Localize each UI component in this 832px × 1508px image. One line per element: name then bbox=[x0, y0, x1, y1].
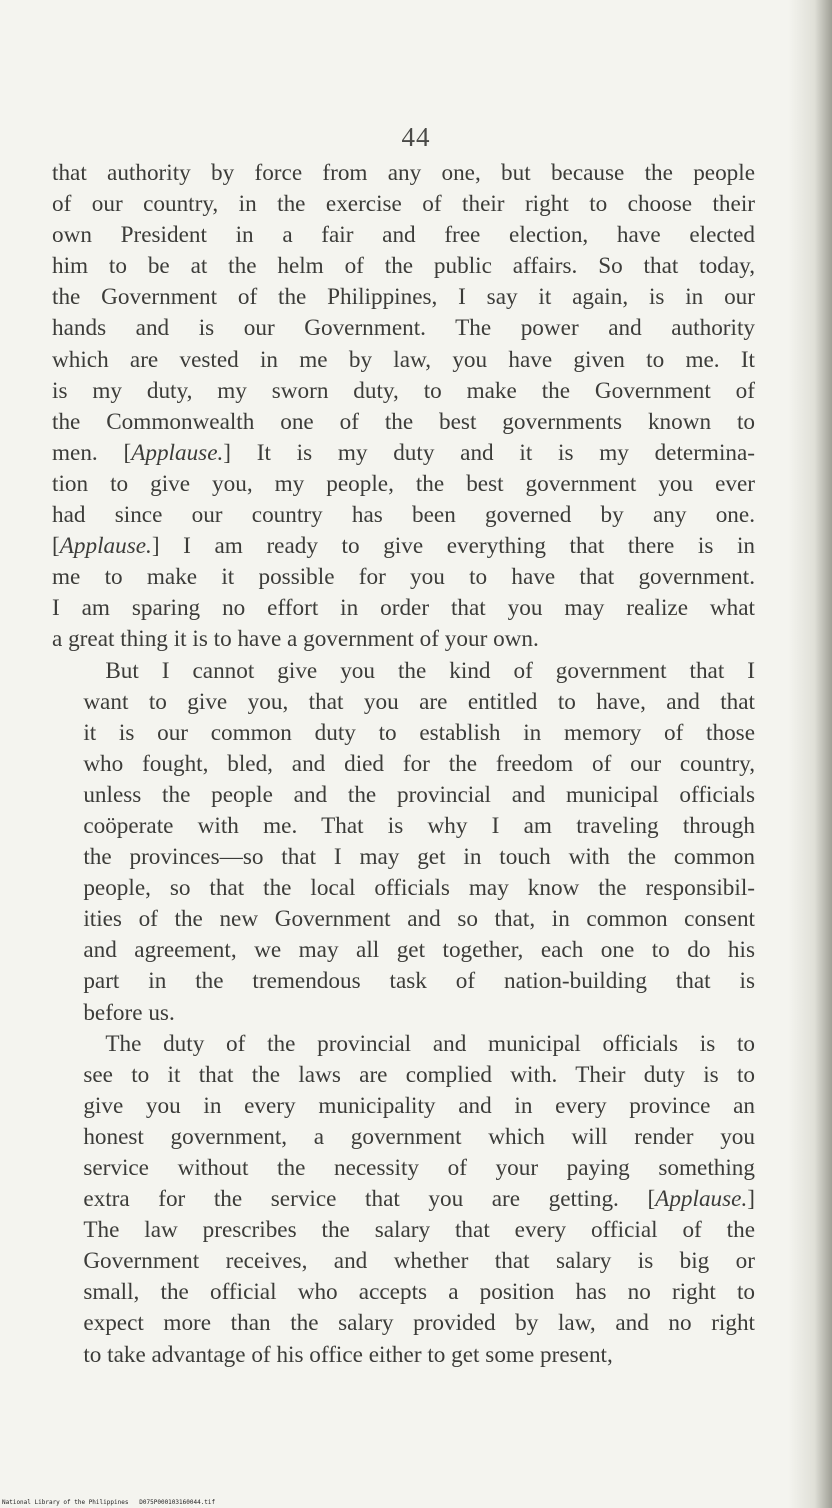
text-line: and agreement, we may all get together, each one to do his bbox=[83, 937, 755, 964]
text-line: part in the tremendous task of nation-building that is bbox=[83, 968, 755, 995]
text-line: before us. bbox=[83, 999, 175, 1026]
paragraph-2 bbox=[52, 656, 755, 1029]
text-line: which are vested in me by law, you have given to me. It bbox=[52, 346, 755, 373]
text-line: who fought, bled, and died for the freedom of our country, bbox=[83, 750, 755, 777]
body-text bbox=[52, 158, 755, 1371]
text-line: the Government of the Philippines, I say it again, is in our bbox=[52, 284, 755, 311]
footer-library: National Library of the Philippines bbox=[2, 1499, 129, 1506]
text-line: the Commonwealth one of the best governments known to bbox=[52, 408, 755, 435]
text-line: hands and is our Government. The power and authority bbox=[52, 315, 755, 342]
text-line: service without the necessity of your paying something bbox=[83, 1155, 755, 1181]
text-line: extra for the service that you are getting. [Applause.] bbox=[83, 1186, 755, 1213]
text-line: of our country, in the exercise of their right to choose their bbox=[52, 191, 755, 218]
text-line: honest government, a government which will render you bbox=[83, 1123, 755, 1150]
text-line: small, the official who accepts a position has no right to bbox=[83, 1279, 755, 1306]
page-number: 44 bbox=[401, 122, 431, 152]
text-line: But I cannot give you the kind of government that I bbox=[105, 657, 755, 684]
text-line: unless the people and the provincial and municipal officials bbox=[83, 781, 755, 808]
text-line: coöperate with me. That is why I am traveling through bbox=[83, 812, 755, 839]
text-line: is my duty, my sworn duty, to make the Government of bbox=[52, 377, 755, 404]
text-line: people, so that the local officials may know the responsibil- bbox=[83, 875, 755, 902]
text-line: The duty of the provincial and municipal officials is to bbox=[105, 1030, 755, 1057]
text-line: men. [Applause.] It is my duty and it is my determina- bbox=[52, 439, 755, 466]
text-line: it is our common duty to establish in memory of those bbox=[83, 719, 755, 746]
text-line: that authority by force from any one, but because the people bbox=[52, 160, 755, 186]
text-line: to take advantage of his office either to get some present, bbox=[83, 1341, 613, 1368]
text-line: the provinces—so that I may get in touch with the common bbox=[83, 844, 755, 871]
text-line: The law prescribes the salary that every official of the bbox=[83, 1217, 755, 1244]
page-edge-shadow bbox=[788, 0, 832, 1508]
text-line: give you in every municipality and in every province an bbox=[83, 1092, 755, 1119]
scan-footer bbox=[2, 1499, 215, 1506]
text-line: Government receives, and whether that salary is big or bbox=[83, 1248, 755, 1275]
text-line: expect more than the salary provided by law, and no right bbox=[83, 1310, 755, 1337]
text-line: own President in a fair and free election, have elected bbox=[52, 222, 755, 249]
text-line: him to be at the helm of the public affairs. So that today, bbox=[52, 253, 755, 280]
paragraph-1 bbox=[52, 158, 755, 656]
text-line: see to it that the laws are complied with. Their duty is to bbox=[83, 1061, 755, 1088]
text-line: me to make it possible for you to have that government. bbox=[52, 564, 755, 591]
text-line: a great thing it is to have a government of your own. bbox=[52, 626, 539, 653]
text-line: [Applause.] I am ready to give everything that there is in bbox=[52, 533, 755, 560]
text-line: want to give you, that you are entitled to have, and that bbox=[83, 688, 755, 715]
text-line: I am sparing no effort in order that you may realize what bbox=[52, 595, 755, 622]
text-line: had since our country has been governed by any one. bbox=[52, 502, 755, 529]
footer-file: D075P000103160044.tif bbox=[139, 1499, 216, 1506]
paragraph-3 bbox=[52, 1029, 755, 1371]
text-line: tion to give you, my people, the best government you ever bbox=[52, 470, 755, 497]
text-line: ities of the new Government and so that, in common consent bbox=[83, 906, 755, 933]
